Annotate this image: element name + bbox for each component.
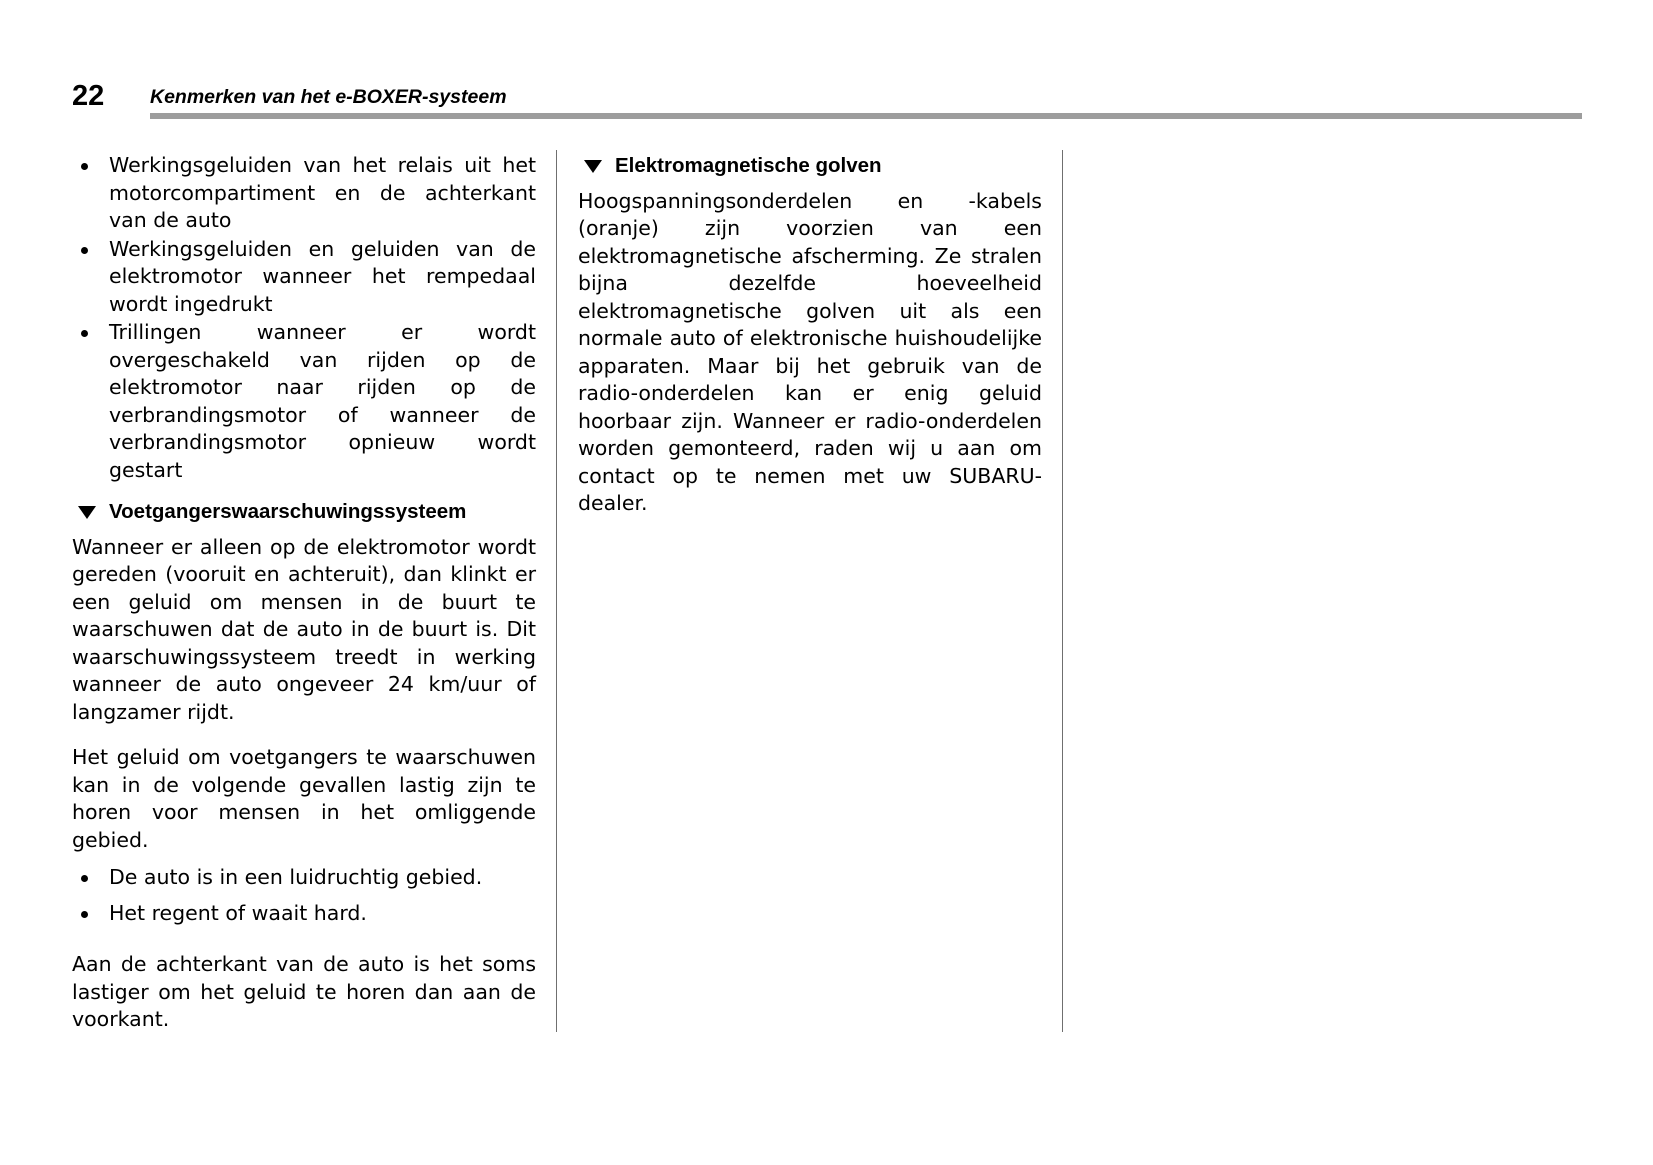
column-divider-left [556,150,557,1032]
column-divider-right [1062,150,1063,1032]
bullet-list-conditions [72,864,536,927]
paragraph: Hoogspanningsonderdelen en -kabels (oranje) zijn voorzien van een elektromagnetische afscherming. Ze stralen bijna dezelfde hoeveelheid elektromagnetische golven uit als een normale auto of elektronische huishoudelijke apparaten. Maar bij het gebruik van de radio-onderdelen kan er enig geluid hoorbaar zijn. Wanneer er radio-onderdelen worden gemonteerd, raden wij u aan om contact op te nemen met uw SUBARU-dealer. [578,188,1042,515]
triangle-down-icon [78,506,96,519]
list-item: De auto is in een luidruchtig gebied. [72,864,536,892]
right-column [578,152,1042,521]
section-heading-pedestrian-warning [72,498,536,526]
bullet-list-top [72,152,536,484]
paragraph: Het geluid om voetgangers te waarschuwen kan in de volgende gevallen lastig zijn te horen voor mensen in het omliggende gebied. [72,745,536,852]
page-number: 22 [72,80,105,112]
list-item: Trillingen wanneer er wordt overgeschakeld van rijden op de elektromotor naar rijden op de verbrandingsmotor of wanneer de verbrandingsmotor opnieuw wordt gestart [72,319,536,484]
paragraph: Aan de achterkant van de auto is het soms lastiger om het geluid te horen dan aan de voorkant. [72,952,536,1031]
triangle-down-icon [584,160,602,173]
list-item: Werkingsgeluiden van het relais uit het motorcompartiment en de achterkant van de auto [72,152,536,235]
left-column [72,152,536,1037]
list-item: Werkingsgeluiden en geluiden van de elektromotor wanneer het rempedaal wordt ingedrukt [72,236,536,319]
page-header [72,80,1582,120]
page-title: Kenmerken van het e-BOXER-systeem [150,86,507,108]
section-heading-electromagnetic-waves [578,152,1042,180]
header-divider [150,113,1582,119]
section-heading-label: Elektromagnetische golven [615,154,882,177]
paragraph: Wanneer er alleen op de elektromotor wordt gereden (vooruit en achteruit), dan klinkt er een geluid om mensen in de buurt te waarschuwen dat de auto in de buurt is. Dit waarschuwingssysteem treedt in werking wanneer de auto ongeveer 24 km/uur of langzamer rijdt. [72,534,536,724]
list-item: Het regent of waait hard. [72,900,536,928]
section-heading-label: Voetgangerswaarschuwingssysteem [109,500,467,523]
